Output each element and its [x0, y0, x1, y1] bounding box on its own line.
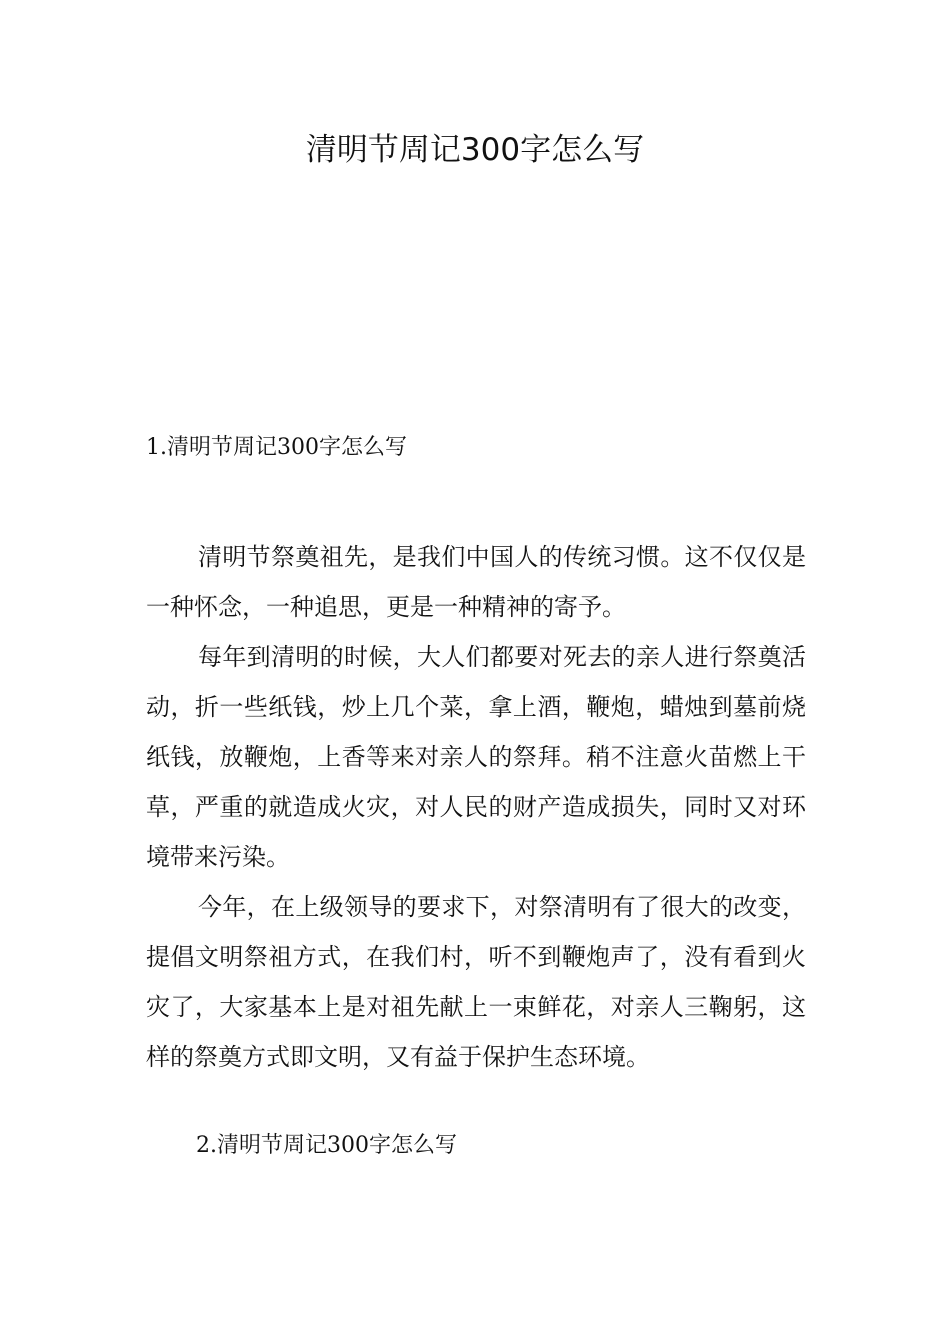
paragraph-2: 每年到清明的时候，大人们都要对死去的亲人进行祭奠活动，折一些纸钱，炒上几个菜，拿上酒，鞭炮，蜡烛到墓前烧纸钱，放鞭炮，上香等来对亲人的祭拜。稍不注意火苗燃上干草，严重的就造成火灾，对人民的财产造成损失，同时又对环境带来污染。	[146, 643, 806, 871]
paragraph-3: 今年，在上级领导的要求下，对祭清明有了很大的改变，提倡文明祭祖方式，在我们村，听不到鞭炮声了，没有看到火灾了，大家基本上是对祖先献上一束鲜花，对亲人三鞠躬，这样的祭奠方式即文明，又有益于保护生态环境。	[146, 893, 806, 1071]
section-heading-1: 1.清明节周记300字怎么写	[146, 435, 407, 460]
paragraph-1: 清明节祭奠祖先，是我们中国人的传统习惯。这不仅仅是一种怀念，一种追思，更是一种精神的寄予。	[146, 543, 806, 621]
section-body-1	[146, 532, 806, 1082]
document-title: 清明节周记300字怎么写	[305, 132, 645, 168]
section-heading-2: 2.清明节周记300字怎么写	[196, 1133, 457, 1158]
